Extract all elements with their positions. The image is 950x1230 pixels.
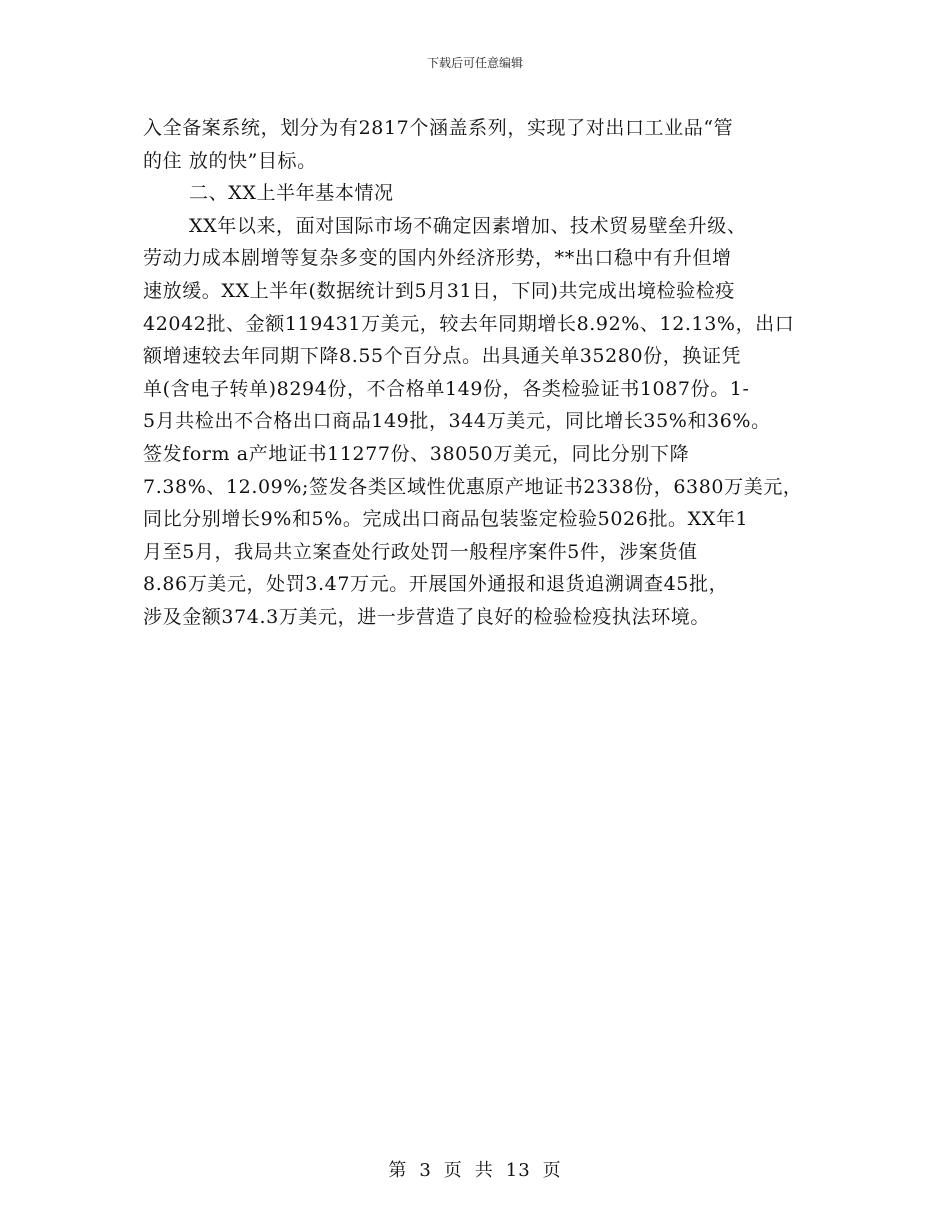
- text-line: 42042批、金额119431万美元，较去年同期增长8.92%、12.13%，出口: [143, 312, 795, 335]
- page-number: 3: [419, 1160, 432, 1181]
- text-line: 劳动力成本剧增等复杂多变的国内外经济形势，**出口稳中有升但增: [143, 247, 732, 270]
- total-pages: 13: [505, 1160, 531, 1181]
- section-heading: 二、XX上半年基本情况: [189, 182, 394, 205]
- text-line: 的住 放的快”目标。: [143, 149, 317, 172]
- text-line: 速放缓。XX上半年(数据统计到5月31日，下同)共完成出境检验检疫: [143, 279, 735, 302]
- text-line: 涉及金额374.3万美元，进一步营造了良好的检验检疫执法环境。: [143, 605, 710, 628]
- text-line: 月至5月，我局共立案查处行政处罚一般程序案件5件，涉案货值: [143, 540, 698, 563]
- text-line: 5月共检出不合格出口商品149批，344万美元，同比增长35%和36%。: [143, 410, 771, 433]
- text-line: 7.38%、12.09%;签发各类区域性优惠原产地证书2338份，6380万美元，: [143, 475, 803, 498]
- total-unit: 页: [542, 1160, 562, 1181]
- text-line: 额增速较去年同期下降8.55个百分点。出具通关单35280份，换证凭: [143, 345, 742, 368]
- page-unit: 页: [443, 1160, 463, 1181]
- text-line: 入全备案系统，划分为有2817个涵盖系列，实现了对出口工业品“管: [143, 117, 734, 139]
- total-prefix: 共: [474, 1160, 494, 1181]
- document-body: [143, 112, 833, 634]
- text-line: 8.86万美元，处罚3.47万元。开展国外通报和退货追溯调查45批，: [143, 573, 729, 596]
- text-line: 签发form a产地证书11277份、38050万美元，同比分别下降: [143, 442, 690, 465]
- page-prefix: 第: [388, 1160, 408, 1181]
- page-header-note: 下载后可任意编辑: [426, 56, 523, 70]
- text-line: XX年以来，面对国际市场不确定因素增加、技术贸易壁垒升级、: [189, 214, 747, 237]
- text-line: 同比分别增长9%和5%。完成出口商品包装鉴定检验5026批。XX年1: [143, 508, 749, 531]
- page-footer: [0, 1156, 950, 1182]
- text-line: 单(含电子转单)8294份，不合格单149份，各类检验证书1087份。1-: [143, 377, 750, 400]
